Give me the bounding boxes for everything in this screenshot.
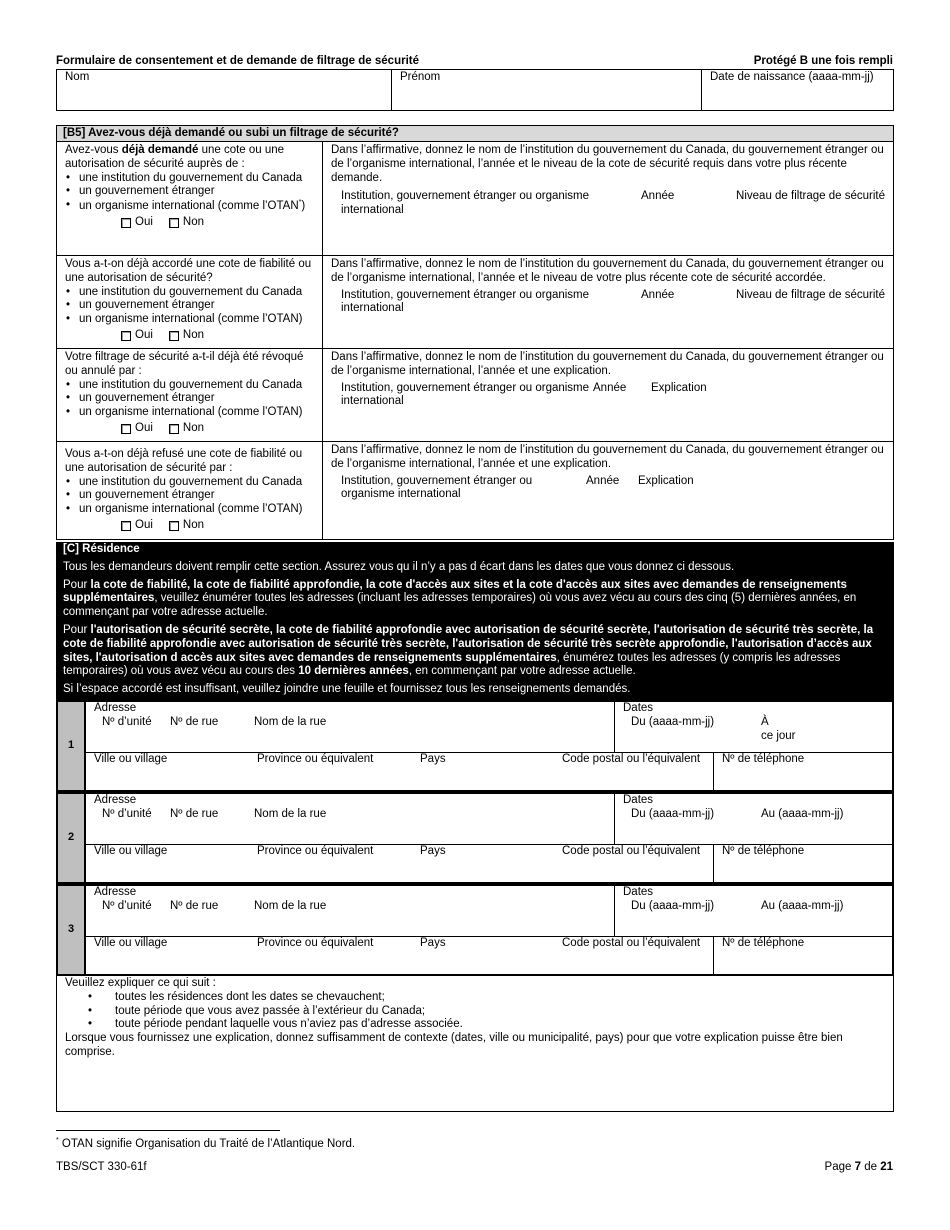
address-number: 1 [58,702,86,790]
b5-answer-2[interactable]: Dans l’affirmative, donnez le nom de l’institution du gouvernement du Canada, du gouvernement étranger ou de l’organisme international, l’année et le niveau de votre plus récente cote de sécurité accordée. Institution, gouvernement étranger ou organisme international Année Niveau de filtrage de sécurité [331,258,885,315]
street-field[interactable]: Adresse Nº d’unité Nº de rue Nom de la rue [86,794,615,844]
list-item: • un gouvernement étranger [79,489,314,503]
phone-field[interactable]: Nº de téléphone [722,753,805,765]
b5-heading: [B5] Avez-vous déjà demandé ou subi un filtrage de sécurité? [57,126,893,142]
section-c-instructions: [C] Résidence Tous les demandeurs doivent remplir cette section. Assurez vous qu il n’y a pas d écart dans les dates que vous donnez ci dessous. Pour la cote de fiabilité, la cote de fiabilité approfondie, la cote d'accès aux sites et la cote d'accès aux sites avec demandes de renseignements supplémentaires, veuillez énumérer toutes les adresses (incluant les adresses temporaires) où vous avez vécu au cours des cinq (5) dernières années, en commençant par votre adresse actuelle. Pour l'autorisation de sécurité secrète, la cote de fiabilité approfondie avec autorisation de sécurité secrète, l'autorisation de sécurité très secrète, la cote de fiabilité approfondie avec autorisation de sécurité très secrète, l'autorisation de sécurité très secrète approfondie, l'autorisation d’accès aux sites, l'autorisation d accès aux sites avec demandes de renseignements supplémentaires, énumérez toutes les adresses (y compris les adresses temporaires) où vous avez vécu au cours des 10 dernières années, en commençant par votre adresse actuelle. Si l’espace accordé est insuffisant, veuillez joindre une feuille et fournissez tous les renseignements demandés. [56,542,894,700]
phone-field[interactable]: Nº de téléphone [722,845,805,857]
oui-checkbox[interactable]: Oui [121,216,153,230]
dates-field[interactable]: Dates Du (aaaa-mm-jj) Au (aaaa-mm-jj) [623,886,844,912]
phone-field[interactable]: Nº de téléphone [722,937,805,949]
b5-answer-4[interactable]: Dans l’affirmative, donnez le nom de l’institution du gouvernement du Canada, du gouvernement étranger ou de l’organisme international, l’année et une explication. Institution, gouvernement étranger ou organisme international Année Explication [331,444,884,501]
address-block-3 [56,884,894,976]
list-item: • un gouvernement étranger [79,185,314,199]
list-item: • une institution du gouvernement du Canada [79,379,314,393]
dob-field[interactable] [702,70,893,110]
list-item: • un organisme international (comme l’OTAN) [79,313,314,327]
prenom-field[interactable] [392,70,702,110]
address-block-1 [56,700,894,792]
checkbox-icon [169,331,179,341]
b5-row-3 [57,349,893,442]
list-item: • un organisme international (comme l’OTAN) [79,406,314,420]
form-title: Formulaire de consentement et de demande de filtrage de sécurité [56,55,419,67]
city-province-field[interactable]: Ville ou village Province ou équivalent Pays Code postal ou l’équivalent [86,753,714,790]
footnote-divider [56,1130,280,1131]
list-item: • toute période pendant laquelle vous n’aviez pas d’adresse associée. [115,1018,885,1032]
address-number: 2 [58,794,86,882]
b5-row-2 [57,256,893,349]
checkbox-icon [169,218,179,228]
address-number: 3 [58,886,86,974]
dob-label: Date de naissance (aaaa-mm-jj) [710,71,874,83]
page-number: Page 7 de 21 [824,1161,893,1173]
list-item: • un organisme international (comme l’OTAN*) [79,199,314,214]
b5-answer-1[interactable]: Dans l’affirmative, donnez le nom de l’institution du gouvernement du Canada, du gouvernement étranger ou de l’organisme international, l’année et le niveau de la cote de sécurité requis dans votre plus récente demande. Institution, gouvernement étranger ou organisme international Année Niveau de filtrage de sécurité [331,144,885,217]
list-item: • un gouvernement étranger [79,392,314,406]
non-checkbox[interactable]: Non [169,329,204,343]
list-item: • toutes les résidences dont les dates se chevauchent; [115,991,885,1005]
oui-checkbox[interactable]: Oui [121,329,153,343]
address-block-2 [56,792,894,884]
b5-row-1 [57,142,893,256]
footnote: * OTAN signifie Organisation du Traité de l’Atlantique Nord. [56,1137,356,1150]
section-c-title: [C] Résidence [63,543,140,555]
checkbox-icon [121,424,131,434]
oui-checkbox[interactable]: Oui [121,519,153,533]
list-item: • toute période que vous avez passée à l’extérieur du Canada; [115,1005,885,1019]
classification-label: Protégé B une fois rempli [753,55,893,67]
list-item: • une institution du gouvernement du Canada [79,172,314,186]
city-province-field[interactable]: Ville ou village Province ou équivalent Pays Code postal ou l’équivalent [86,845,714,882]
oui-checkbox[interactable]: Oui [121,422,153,436]
b5-question-1: Avez-vous déjà demandé une cote ou une autorisation de sécurité auprès de : • une institution du gouvernement du Canada • un gouvernement étranger • un organisme international (comme l’OTAN*) Oui Non [57,142,323,255]
non-checkbox[interactable]: Non [169,519,204,533]
b5-question-2: Vous a-t-on déjà accordé une cote de fiabilité ou une autorisation de sécurité? • une institution du gouvernement du Canada • un gouvernement étranger • un organisme international (comme l’OTAN) Oui Non [57,256,323,348]
b5-answer-3[interactable]: Dans l’affirmative, donnez le nom de l’institution du gouvernement du Canada, du gouvernement étranger ou de l’organisme international, l’année et une explication. Institution, gouvernement étranger ou organisme international Année Explication [331,351,884,408]
identity-fields [56,69,894,111]
list-item: • une institution du gouvernement du Canada [79,286,314,300]
list-item: • un gouvernement étranger [79,299,314,313]
non-checkbox[interactable]: Non [169,216,204,230]
dates-field[interactable]: Dates Du (aaaa-mm-jj) À ce jour [623,702,796,742]
explanation-field[interactable]: Veuillez expliquer ce qui suit : • toutes les résidences dont les dates se chevauchent; • toute période que vous avez passée à l’extérieur du Canada; • toute période pendant laquelle vous n’aviez pas d’adresse associée. Lorsque vous fournissez une explication, donnez suffisamment de contexte (dates, ville ou municipalité, pays) pour que votre explication puisse être bien comprise. [56,975,894,1112]
non-checkbox[interactable]: Non [169,422,204,436]
checkbox-icon [169,424,179,434]
prenom-label: Prénom [400,71,441,83]
b5-question-3: Votre filtrage de sécurité a-t-il déjà été révoqué ou annulé par : • une institution du gouvernement du Canada • un gouvernement étranger • un organisme international (comme l’OTAN) Oui Non [57,349,323,441]
b5-question-4: Vous a-t-on déjà refusé une cote de fiabilité ou une autorisation de sécurité par : • une institution du gouvernement du Canada • un gouvernement étranger • un organisme international (comme l’OTAN) Oui Non [57,442,323,539]
city-province-field[interactable]: Ville ou village Province ou équivalent Pays Code postal ou l’équivalent [86,937,714,974]
list-item: • un organisme international (comme l’OTAN) [79,503,314,517]
list-item: • une institution du gouvernement du Canada [79,476,314,490]
form-code: TBS/SCT 330-61f [56,1161,147,1173]
dates-field[interactable]: Dates Du (aaaa-mm-jj) Au (aaaa-mm-jj) [623,794,844,820]
nom-field[interactable] [57,70,392,110]
street-field[interactable]: Adresse Nº d’unité Nº de rue Nom de la rue [86,886,615,936]
checkbox-icon [169,521,179,531]
b5-row-4 [57,442,893,539]
checkbox-icon [121,218,131,228]
section-b5 [56,125,894,540]
nom-label: Nom [65,71,90,83]
checkbox-icon [121,521,131,531]
checkbox-icon [121,331,131,341]
street-field[interactable]: Adresse Nº d’unité Nº de rue Nom de la rue [86,702,615,752]
